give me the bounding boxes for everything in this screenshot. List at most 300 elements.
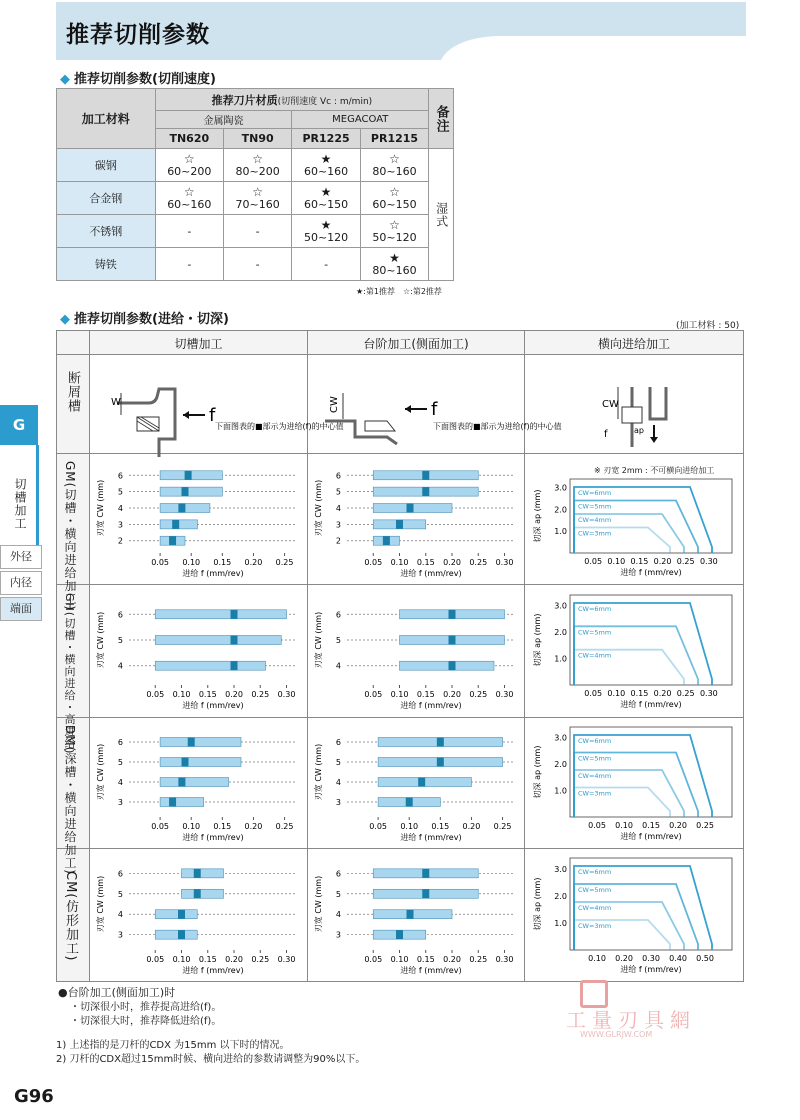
chart-gh-shoulder (311, 589, 523, 713)
range-bar (155, 930, 197, 939)
th-cermet: 金属陶瓷 (155, 111, 292, 129)
x-tick-label: 0.10 (390, 955, 409, 964)
y-tick-label: 2.0 (554, 891, 567, 901)
th-grade-2: TN90 (223, 129, 291, 149)
y-tick-label: 3 (335, 930, 341, 940)
x-tick-label: 0.10 (182, 558, 201, 567)
center-mark (407, 504, 414, 513)
y-tick-label: 5 (117, 636, 123, 645)
side-accent-line (36, 445, 39, 545)
x-tick-label: 0.20 (653, 689, 672, 698)
x-tick-label: 0.20 (615, 954, 633, 963)
range-bar (160, 778, 228, 787)
y-tick-label: 5 (117, 487, 123, 497)
feed-label: f (209, 405, 216, 426)
page-number: G96 (14, 1086, 54, 1107)
col-header-traverse: 横向进给加工 (597, 337, 670, 351)
range-bar (182, 889, 224, 898)
center-mark (178, 778, 185, 787)
x-tick-label: 0.30 (495, 690, 514, 699)
center-mark (396, 520, 403, 529)
range-bar (160, 738, 241, 747)
y-tick-label: 3 (335, 798, 341, 807)
cell (223, 149, 291, 182)
x-axis-label: 进给 f (mm/rev) (400, 966, 462, 975)
x-tick-label: 0.25 (251, 690, 270, 699)
y-tick-label: 5 (117, 889, 123, 899)
x-tick-label: 0.15 (416, 955, 435, 964)
star: ☆ (252, 184, 264, 199)
cell (360, 182, 428, 215)
diagram-shoulder (315, 359, 562, 449)
y-axis-label: 刃宽 CW (mm) (96, 611, 105, 669)
chart-dm-shoulder (311, 721, 523, 845)
series-label: CW=6mm (578, 489, 612, 497)
rowlabel-dm: DM(深槽・横向进给加工) (63, 725, 77, 875)
x-tick-label: 0.50 (696, 954, 714, 963)
chart-gm-grooving (93, 457, 305, 581)
note-sub1: ・切深很小时，推荐提高进给(f)。 (70, 1002, 222, 1013)
y-tick-label: 5 (335, 758, 341, 767)
speed-value: 80~160 (372, 263, 417, 277)
y-tick-label: 1.0 (554, 654, 567, 664)
speed-value: - (187, 257, 192, 271)
y-axis-label: 刃宽 CW (mm) (314, 743, 323, 801)
x-tick-label: 0.25 (469, 690, 488, 699)
cell (360, 149, 428, 182)
th-grade-4: PR1215 (360, 129, 428, 149)
y-tick-label: 5 (117, 758, 123, 767)
row-material: 合金钢 (57, 182, 156, 215)
x-tick-label: 0.10 (172, 690, 191, 699)
x-tick-label: 0.05 (364, 558, 383, 567)
range-bar (155, 636, 281, 645)
star: ★ (320, 151, 332, 166)
x-tick-label: 0.05 (151, 822, 170, 831)
chart-cm-shoulder (311, 852, 523, 978)
cell (155, 149, 223, 182)
center-mark (231, 636, 238, 645)
y-tick-label: 4 (117, 504, 123, 513)
page-title: 推荐切削参数 (66, 22, 210, 48)
y-tick-label: 1.0 (554, 527, 567, 537)
speed-table (56, 88, 454, 281)
y-tick-label: 3.0 (554, 601, 567, 611)
feed-arrow-head (183, 411, 189, 419)
center-mark (422, 471, 429, 480)
x-tick-label: 0.10 (400, 822, 419, 831)
x-tick-label: 0.15 (213, 822, 232, 831)
center-mark (169, 536, 176, 545)
chart-gm-traverse (528, 473, 740, 581)
x-tick-label: 0.05 (588, 821, 606, 830)
series-label: CW=6mm (578, 868, 612, 876)
x-tick-label: 0.10 (390, 558, 409, 567)
range-bar (155, 910, 197, 919)
star: ☆ (389, 151, 400, 166)
center-mark (169, 798, 176, 807)
y-tick-label: 2 (117, 536, 123, 546)
diagram-traverse (532, 359, 737, 449)
star: ★ (320, 184, 332, 199)
series-label: CW=3mm (578, 529, 612, 538)
speed-value: 70~160 (235, 197, 280, 211)
x-tick-label: 0.20 (443, 558, 461, 567)
series-label: CW=4mm (578, 651, 612, 660)
ap-label: ap (634, 426, 644, 435)
y-tick-label: 2.0 (554, 760, 567, 770)
speed-value: 50~120 (372, 230, 417, 244)
th-grade-sub: (切削速度 Vc : m/min) (277, 96, 373, 107)
section1-title-text: 推荐切削参数(切削速度) (74, 72, 216, 87)
y-tick-label: 6 (117, 610, 123, 620)
y-axis-label: 切深 ap (mm) (533, 489, 542, 543)
header-notch (440, 36, 750, 66)
series-label: CW=4mm (578, 772, 612, 780)
x-tick-label: 0.05 (146, 690, 165, 699)
x-tick-label: 0.15 (431, 822, 450, 831)
star: ☆ (183, 151, 195, 166)
y-tick-label: 4 (335, 661, 341, 671)
note-bullet: ●台阶加工(侧面加工)时 (58, 986, 176, 999)
center-mark (422, 869, 429, 878)
section2-title-text: 推荐切削参数(进给・切深) (74, 312, 229, 327)
series-label: CW=5mm (578, 886, 612, 894)
x-tick-label: 0.15 (630, 557, 649, 566)
row-material: 不锈钢 (57, 215, 156, 248)
cell (292, 215, 360, 248)
center-mark (178, 504, 185, 513)
col-header-grooving: 切槽加工 (174, 337, 223, 351)
y-tick-label: 2 (335, 536, 341, 546)
rowlabel-gh: GH(切槽・横向进给・高进给) (63, 593, 76, 755)
center-note: 下面图表的■部示为进给(f)的中心值 (433, 422, 562, 431)
y-axis-label: 切深 ap (mm) (533, 877, 542, 931)
center-mark (437, 738, 444, 747)
x-tick-label: 0.20 (225, 955, 243, 964)
x-tick-label: 0.30 (495, 558, 514, 567)
y-tick-label: 4 (117, 910, 123, 920)
speed-value: 60~160 (303, 164, 349, 178)
x-tick-label: 0.15 (213, 558, 232, 567)
y-tick-label: 5 (335, 636, 341, 645)
x-tick-label: 0.15 (198, 690, 217, 699)
x-tick-label: 0.15 (416, 558, 435, 567)
x-tick-label: 0.10 (588, 954, 606, 963)
cell (360, 215, 428, 248)
speed-value: - (255, 257, 260, 271)
y-tick-label: 4 (335, 504, 341, 513)
remark-value: 湿式 (429, 149, 454, 281)
footnote-2: 2) 刀杆的CDX超过15mm时候、横向进给的参数请调整为90%以下。 (56, 1054, 366, 1065)
x-tick-label: 0.25 (696, 821, 714, 830)
y-tick-label: 3.0 (554, 483, 567, 493)
x-tick-label: 0.15 (416, 690, 435, 699)
col-header-shoulder: 台阶加工(侧面加工) (363, 337, 469, 351)
x-tick-label: 0.25 (469, 955, 488, 964)
cell (292, 182, 360, 215)
cell (223, 182, 291, 215)
feed-arrow-head (405, 405, 411, 413)
speed-value: - (324, 257, 329, 271)
x-tick-label: 0.20 (653, 557, 672, 566)
y-tick-label: 2.0 (554, 505, 567, 515)
cell (360, 248, 428, 281)
x-tick-label: 0.40 (669, 954, 687, 963)
side-item-face[interactable]: 端面 (0, 597, 42, 621)
side-tab-g[interactable]: G (0, 405, 38, 445)
series-label: CW=6mm (578, 605, 612, 613)
center-mark (178, 910, 185, 919)
section1-title: ◆ 推荐切削参数(切削速度) (60, 72, 216, 87)
star: ☆ (389, 184, 400, 199)
center-note: 下面图表的■部示为进给(f)的中心值 (215, 422, 344, 431)
range-bar (160, 798, 204, 807)
side-item-inner[interactable]: 内径 (0, 571, 42, 595)
cell (155, 182, 223, 215)
y-tick-label: 3 (117, 520, 123, 530)
y-tick-label: 5 (335, 487, 341, 497)
x-tick-label: 0.25 (275, 558, 294, 567)
grid-line (57, 354, 743, 355)
x-tick-label: 0.25 (275, 822, 294, 831)
center-mark (449, 661, 456, 670)
center-mark (418, 778, 425, 787)
star: ☆ (252, 151, 264, 166)
x-axis-label: 进给 f (mm/rev) (400, 701, 462, 710)
y-tick-label: 3.0 (554, 733, 567, 743)
watermark-text: 工量刃具網 (566, 1008, 696, 1032)
x-tick-label: 0.05 (151, 558, 170, 567)
x-axis-label: 进给 f (mm/rev) (182, 569, 244, 578)
th-grade-1: TN620 (155, 129, 223, 149)
cell (155, 215, 223, 248)
x-tick-label: 0.25 (469, 558, 488, 567)
y-axis-label: 刃宽 CW (mm) (314, 479, 323, 537)
x-tick-label: 0.05 (146, 955, 165, 964)
cell (223, 248, 291, 281)
range-bar (155, 610, 286, 619)
x-tick-label: 0.10 (607, 557, 626, 566)
speed-value: 60~150 (372, 197, 417, 211)
feed-label: f (604, 429, 608, 440)
x-axis-label: 进给 f (mm/rev) (182, 701, 244, 710)
x-tick-label: 0.20 (244, 558, 263, 567)
speed-value: 80~200 (235, 164, 280, 178)
star: ☆ (183, 184, 195, 199)
y-tick-label: 4 (335, 910, 341, 920)
speed-value: 50~120 (303, 230, 349, 244)
x-tick-label: 0.30 (699, 689, 718, 698)
chart-gh-grooving (93, 589, 305, 713)
x-tick-label: 0.05 (364, 690, 383, 699)
x-tick-label: 0.15 (198, 955, 217, 964)
series-label: CW=5mm (578, 754, 612, 763)
footnote-1: 1) 上述指的是刀杆的CDX 为15mm 以下时的情况。 (56, 1040, 290, 1051)
y-tick-label: 6 (117, 738, 123, 747)
y-tick-label: 6 (335, 610, 341, 620)
dim-w-label: W (111, 397, 121, 408)
range-bar (160, 487, 222, 496)
y-tick-label: 6 (117, 471, 123, 481)
x-tick-label: 0.25 (493, 822, 512, 831)
x-tick-label: 0.15 (642, 821, 660, 830)
x-tick-label: 0.30 (277, 690, 296, 699)
dim-cw-label: CW (602, 399, 619, 410)
th-megacoat: MEGACOAT (292, 111, 429, 129)
y-axis-label: 刃宽 CW (mm) (314, 875, 323, 933)
x-tick-label: 0.05 (584, 557, 603, 566)
chart-dm-grooving (93, 721, 305, 845)
y-axis-label: 刃宽 CW (mm) (314, 611, 323, 669)
series-outline (574, 603, 712, 685)
center-mark (422, 889, 429, 898)
x-tick-label: 0.10 (172, 955, 191, 964)
x-tick-label: 0.20 (462, 822, 481, 831)
y-tick-label: 6 (335, 471, 341, 481)
x-axis-label: 进给 f (mm/rev) (182, 833, 244, 842)
th-grade-text: 推荐刀片材质 (211, 93, 278, 107)
speed-value: - (187, 224, 192, 238)
center-mark (406, 798, 413, 807)
x-axis-label: 进给 f (mm/rev) (620, 832, 682, 841)
rowlabel-chipbreaker: 断屑槽 (65, 371, 80, 413)
row-material: 铸铁 (57, 248, 156, 281)
x-tick-label: 0.05 (364, 955, 383, 964)
speed-value: 80~160 (372, 164, 417, 178)
star: ☆ (389, 217, 400, 232)
rowlabel-cm: CM(仿形加工) (63, 871, 78, 962)
insert-shape (622, 407, 642, 423)
x-tick-label: 0.10 (390, 690, 409, 699)
center-mark (194, 869, 201, 878)
center-mark (449, 610, 456, 619)
star: ★ (320, 217, 332, 232)
gm-traverse-note: ※ 刃宽 2mm : 不可横向进给加工 (594, 466, 715, 475)
series-label: CW=3mm (578, 789, 612, 798)
y-axis-label: 切深 ap (mm) (533, 745, 542, 799)
x-tick-label: 0.25 (676, 557, 695, 566)
star-legend: ★:第1推荐 ☆:第2推荐 (356, 287, 442, 296)
series-label: CW=5mm (578, 502, 612, 511)
rowlabel-gm: GM(切槽・横向进给加工) (63, 461, 77, 612)
y-tick-label: 3 (117, 930, 123, 940)
dim-cw-label: CW (329, 396, 340, 413)
grid-line (57, 717, 743, 718)
th-grade (155, 89, 429, 111)
center-mark (182, 487, 189, 496)
x-tick-label: 0.10 (607, 689, 626, 698)
watermark-url: WWW.GLRJW.COM (580, 1030, 653, 1039)
cell (292, 149, 360, 182)
y-tick-label: 3.0 (554, 864, 567, 874)
y-tick-label: 3 (335, 520, 341, 530)
center-mark (231, 661, 238, 670)
y-tick-label: 4 (117, 778, 123, 787)
center-mark (383, 536, 390, 545)
x-axis-label: 进给 f (mm/rev) (400, 569, 462, 578)
x-tick-label: 0.20 (225, 690, 243, 699)
y-tick-label: 6 (335, 738, 341, 747)
grid-line (57, 848, 743, 849)
row-material: 碳钢 (57, 149, 156, 182)
range-bar (155, 661, 265, 670)
star: ★ (389, 250, 400, 265)
x-tick-label: 0.20 (443, 955, 461, 964)
series-label: CW=5mm (578, 628, 612, 637)
x-axis-label: 进给 f (mm/rev) (182, 966, 244, 975)
center-mark (178, 930, 185, 939)
speed-value: 60~150 (303, 197, 349, 211)
y-tick-label: 4 (335, 778, 341, 787)
cell (223, 215, 291, 248)
work-material-note: (加工材料 : 50) (676, 321, 740, 331)
y-tick-label: 1.0 (554, 918, 567, 928)
y-tick-label: 1.0 (554, 786, 567, 796)
y-tick-label: 6 (335, 869, 341, 879)
x-axis-label: 进给 f (mm/rev) (400, 833, 462, 842)
side-title: 切槽加工 (13, 478, 27, 530)
x-tick-label: 0.30 (495, 955, 514, 964)
center-mark (407, 910, 414, 919)
x-tick-label: 0.20 (443, 690, 461, 699)
chart-dm-traverse (528, 721, 740, 845)
th-material: 加工材料 (57, 89, 156, 149)
insert-shape (365, 421, 395, 431)
y-axis-label: 刃宽 CW (mm) (96, 479, 105, 537)
feed-arrow-head (650, 437, 658, 443)
x-tick-label: 0.30 (642, 954, 660, 963)
chart-gh-traverse (528, 589, 740, 713)
section2-title: ◆ 推荐切削参数(进给・切深) (60, 312, 229, 327)
range-bar (400, 661, 495, 670)
speed-value: 60~200 (167, 164, 212, 178)
chart-cm-grooving (93, 852, 305, 978)
speed-value: 60~160 (167, 197, 212, 211)
grid-line (57, 584, 743, 585)
series-label: CW=4mm (578, 516, 612, 524)
y-axis-label: 刃宽 CW (mm) (96, 743, 105, 801)
series-label: CW=3mm (578, 922, 612, 930)
center-mark (449, 636, 456, 645)
chart-gm-shoulder (311, 457, 523, 581)
side-item-outer[interactable]: 外径 (0, 545, 42, 569)
x-tick-label: 0.25 (251, 955, 270, 964)
x-tick-label: 0.30 (277, 955, 296, 964)
x-tick-label: 0.10 (615, 821, 633, 830)
param-grid (56, 330, 744, 982)
note-sub2: ・切深很大时，推荐降低进给(f)。 (70, 1016, 222, 1027)
y-tick-label: 5 (335, 889, 341, 899)
center-mark (396, 930, 403, 939)
center-mark (422, 487, 429, 496)
center-mark (231, 610, 238, 619)
x-axis-label: 进给 f (mm/rev) (620, 965, 682, 974)
x-tick-label: 0.20 (244, 822, 263, 831)
center-mark (172, 520, 179, 529)
chart-cm-traverse (528, 852, 740, 978)
center-mark (194, 889, 201, 898)
x-axis-label: 进给 f (mm/rev) (620, 700, 682, 709)
x-tick-label: 0.25 (676, 689, 695, 698)
x-tick-label: 0.20 (669, 821, 687, 830)
series-label: CW=6mm (578, 737, 612, 745)
th-remark: 备注 (429, 89, 454, 149)
x-tick-label: 0.15 (630, 689, 649, 698)
y-axis-label: 切深 ap (mm) (533, 613, 542, 667)
center-mark (437, 758, 444, 767)
center-mark (185, 471, 192, 480)
